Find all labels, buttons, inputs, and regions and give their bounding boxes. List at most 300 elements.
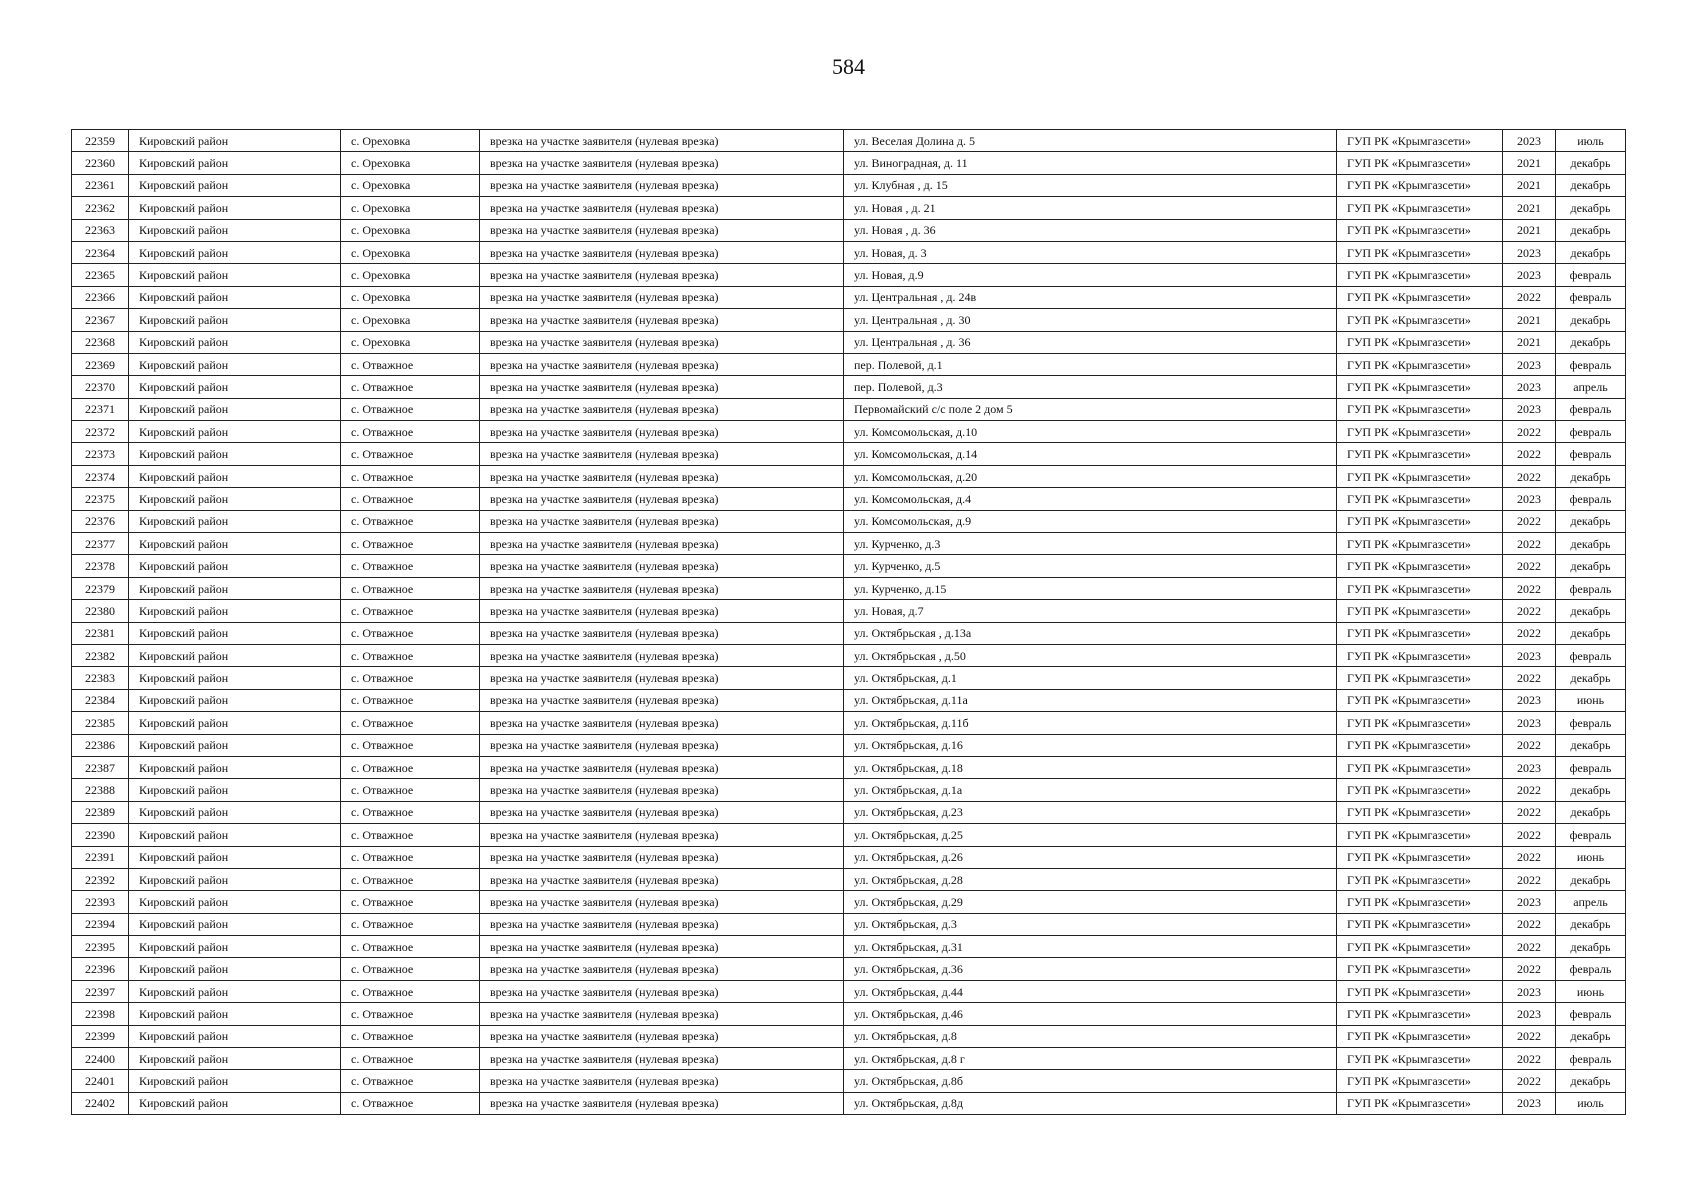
cell-district: Кировский район — [129, 779, 341, 801]
cell-number: 22361 — [72, 174, 129, 196]
cell-village: с. Отважное — [341, 533, 480, 555]
cell-address: пер. Полевой, д.1 — [844, 353, 1337, 375]
cell-address: ул. Комсомольская, д.10 — [844, 421, 1337, 443]
cell-month: декабрь — [1556, 734, 1626, 756]
cell-organization: ГУП РК «Крымгазсети» — [1337, 824, 1503, 846]
table-row — [72, 331, 1626, 353]
table-body — [72, 130, 1626, 1115]
cell-district: Кировский район — [129, 689, 341, 711]
table-row — [72, 1092, 1626, 1114]
cell-organization: ГУП РК «Крымгазсети» — [1337, 868, 1503, 890]
cell-organization: ГУП РК «Крымгазсети» — [1337, 1070, 1503, 1092]
cell-month: декабрь — [1556, 174, 1626, 196]
cell-month: декабрь — [1556, 667, 1626, 689]
cell-village: с. Отважное — [341, 443, 480, 465]
table-row — [72, 756, 1626, 778]
cell-number: 22384 — [72, 689, 129, 711]
cell-village: с. Ореховка — [341, 152, 480, 174]
table-row — [72, 465, 1626, 487]
table-row — [72, 846, 1626, 868]
cell-organization: ГУП РК «Крымгазсети» — [1337, 644, 1503, 666]
cell-year: 2022 — [1503, 555, 1556, 577]
cell-month: февраль — [1556, 353, 1626, 375]
cell-number: 22369 — [72, 353, 129, 375]
cell-month: февраль — [1556, 286, 1626, 308]
cell-address: ул. Октябрьская, д.31 — [844, 936, 1337, 958]
cell-number: 22363 — [72, 219, 129, 241]
cell-work-type: врезка на участке заявителя (нулевая врезка) — [480, 846, 844, 868]
table-row — [72, 376, 1626, 398]
cell-year: 2022 — [1503, 1048, 1556, 1070]
cell-address: ул. Октябрьская, д.23 — [844, 801, 1337, 823]
table-row — [72, 667, 1626, 689]
cell-district: Кировский район — [129, 756, 341, 778]
cell-month: июнь — [1556, 846, 1626, 868]
cell-year: 2021 — [1503, 331, 1556, 353]
cell-district: Кировский район — [129, 600, 341, 622]
cell-village: с. Ореховка — [341, 241, 480, 263]
cell-year: 2021 — [1503, 219, 1556, 241]
cell-year: 2021 — [1503, 152, 1556, 174]
table-row — [72, 689, 1626, 711]
cell-village: с. Отважное — [341, 936, 480, 958]
cell-organization: ГУП РК «Крымгазсети» — [1337, 286, 1503, 308]
cell-address: ул. Октябрьская, д.26 — [844, 846, 1337, 868]
cell-district: Кировский район — [129, 555, 341, 577]
cell-year: 2022 — [1503, 913, 1556, 935]
cell-year: 2023 — [1503, 130, 1556, 152]
cell-organization: ГУП РК «Крымгазсети» — [1337, 353, 1503, 375]
cell-address: ул. Курченко, д.5 — [844, 555, 1337, 577]
cell-number: 22388 — [72, 779, 129, 801]
cell-district: Кировский район — [129, 801, 341, 823]
cell-year: 2022 — [1503, 622, 1556, 644]
cell-work-type: врезка на участке заявителя (нулевая врезка) — [480, 130, 844, 152]
cell-number: 22362 — [72, 197, 129, 219]
cell-month: апрель — [1556, 376, 1626, 398]
cell-district: Кировский район — [129, 734, 341, 756]
cell-number: 22402 — [72, 1092, 129, 1114]
cell-village: с. Отважное — [341, 376, 480, 398]
cell-year: 2022 — [1503, 734, 1556, 756]
cell-number: 22372 — [72, 421, 129, 443]
cell-number: 22383 — [72, 667, 129, 689]
cell-address: ул. Октябрьская, д.18 — [844, 756, 1337, 778]
cell-work-type: врезка на участке заявителя (нулевая врезка) — [480, 980, 844, 1002]
cell-year: 2022 — [1503, 533, 1556, 555]
cell-organization: ГУП РК «Крымгазсети» — [1337, 1003, 1503, 1025]
cell-year: 2022 — [1503, 958, 1556, 980]
table-row — [72, 936, 1626, 958]
cell-address: ул. Октябрьская, д.8 — [844, 1025, 1337, 1047]
cell-organization: ГУП РК «Крымгазсети» — [1337, 421, 1503, 443]
cell-address: Первомайский с/с поле 2 дом 5 — [844, 398, 1337, 420]
cell-village: с. Ореховка — [341, 309, 480, 331]
cell-work-type: врезка на участке заявителя (нулевая врезка) — [480, 331, 844, 353]
cell-number: 22382 — [72, 644, 129, 666]
cell-organization: ГУП РК «Крымгазсети» — [1337, 712, 1503, 734]
cell-number: 22399 — [72, 1025, 129, 1047]
cell-month: декабрь — [1556, 868, 1626, 890]
cell-month: декабрь — [1556, 197, 1626, 219]
cell-year: 2022 — [1503, 824, 1556, 846]
cell-month: декабрь — [1556, 801, 1626, 823]
table-row — [72, 264, 1626, 286]
cell-organization: ГУП РК «Крымгазсети» — [1337, 600, 1503, 622]
cell-year: 2021 — [1503, 174, 1556, 196]
cell-district: Кировский район — [129, 130, 341, 152]
cell-number: 22390 — [72, 824, 129, 846]
cell-district: Кировский район — [129, 510, 341, 532]
cell-year: 2023 — [1503, 1092, 1556, 1114]
table-row — [72, 1025, 1626, 1047]
table-row — [72, 980, 1626, 1002]
cell-village: с. Отважное — [341, 353, 480, 375]
cell-number: 22371 — [72, 398, 129, 420]
cell-number: 22389 — [72, 801, 129, 823]
cell-village: с. Отважное — [341, 958, 480, 980]
cell-work-type: врезка на участке заявителя (нулевая врезка) — [480, 936, 844, 958]
cell-district: Кировский район — [129, 1092, 341, 1114]
table-row — [72, 421, 1626, 443]
cell-village: с. Отважное — [341, 622, 480, 644]
cell-village: с. Отважное — [341, 398, 480, 420]
table-row — [72, 488, 1626, 510]
cell-address: ул. Комсомольская, д.9 — [844, 510, 1337, 532]
cell-address: ул. Октябрьская, д.1а — [844, 779, 1337, 801]
cell-number: 22367 — [72, 309, 129, 331]
cell-address: ул. Курченко, д.3 — [844, 533, 1337, 555]
cell-village: с. Отважное — [341, 846, 480, 868]
cell-year: 2022 — [1503, 465, 1556, 487]
table-row — [72, 555, 1626, 577]
cell-month: декабрь — [1556, 309, 1626, 331]
cell-address: ул. Новая, д. 3 — [844, 241, 1337, 263]
table-row — [72, 779, 1626, 801]
cell-month: февраль — [1556, 756, 1626, 778]
cell-district: Кировский район — [129, 174, 341, 196]
cell-organization: ГУП РК «Крымгазсети» — [1337, 891, 1503, 913]
cell-month: декабрь — [1556, 219, 1626, 241]
gasification-table — [71, 129, 1626, 1115]
table-row — [72, 622, 1626, 644]
cell-village: с. Ореховка — [341, 174, 480, 196]
cell-number: 22368 — [72, 331, 129, 353]
cell-number: 22376 — [72, 510, 129, 532]
cell-village: с. Отважное — [341, 1048, 480, 1070]
cell-month: июль — [1556, 130, 1626, 152]
cell-district: Кировский район — [129, 488, 341, 510]
cell-month: февраль — [1556, 712, 1626, 734]
table-row — [72, 241, 1626, 263]
cell-work-type: врезка на участке заявителя (нулевая врезка) — [480, 801, 844, 823]
cell-year: 2022 — [1503, 868, 1556, 890]
table-row — [72, 353, 1626, 375]
cell-organization: ГУП РК «Крымгазсети» — [1337, 846, 1503, 868]
cell-month: декабрь — [1556, 510, 1626, 532]
cell-month: декабрь — [1556, 241, 1626, 263]
cell-work-type: врезка на участке заявителя (нулевая врезка) — [480, 533, 844, 555]
cell-district: Кировский район — [129, 644, 341, 666]
cell-district: Кировский район — [129, 219, 341, 241]
cell-work-type: врезка на участке заявителя (нулевая врезка) — [480, 622, 844, 644]
cell-organization: ГУП РК «Крымгазсети» — [1337, 533, 1503, 555]
cell-district: Кировский район — [129, 1048, 341, 1070]
table-row — [72, 600, 1626, 622]
cell-district: Кировский район — [129, 331, 341, 353]
cell-organization: ГУП РК «Крымгазсети» — [1337, 577, 1503, 599]
cell-number: 22364 — [72, 241, 129, 263]
table-row — [72, 510, 1626, 532]
cell-number: 22385 — [72, 712, 129, 734]
cell-year: 2023 — [1503, 712, 1556, 734]
cell-month: февраль — [1556, 644, 1626, 666]
cell-work-type: врезка на участке заявителя (нулевая врезка) — [480, 913, 844, 935]
cell-work-type: врезка на участке заявителя (нулевая врезка) — [480, 1092, 844, 1114]
cell-work-type: врезка на участке заявителя (нулевая врезка) — [480, 488, 844, 510]
table-row — [72, 644, 1626, 666]
cell-number: 22393 — [72, 891, 129, 913]
cell-number: 22396 — [72, 958, 129, 980]
cell-number: 22360 — [72, 152, 129, 174]
cell-organization: ГУП РК «Крымгазсети» — [1337, 130, 1503, 152]
cell-number: 22366 — [72, 286, 129, 308]
cell-month: декабрь — [1556, 533, 1626, 555]
cell-village: с. Ореховка — [341, 197, 480, 219]
cell-district: Кировский район — [129, 667, 341, 689]
cell-year: 2022 — [1503, 667, 1556, 689]
cell-district: Кировский район — [129, 398, 341, 420]
cell-village: с. Отважное — [341, 488, 480, 510]
cell-month: декабрь — [1556, 1070, 1626, 1092]
cell-address: ул. Виноградная, д. 11 — [844, 152, 1337, 174]
cell-number: 22395 — [72, 936, 129, 958]
cell-village: с. Отважное — [341, 510, 480, 532]
cell-year: 2022 — [1503, 286, 1556, 308]
cell-work-type: врезка на участке заявителя (нулевая врезка) — [480, 1025, 844, 1047]
cell-number: 22380 — [72, 600, 129, 622]
cell-village: с. Ореховка — [341, 264, 480, 286]
cell-district: Кировский район — [129, 980, 341, 1002]
table-row — [72, 1003, 1626, 1025]
cell-year: 2023 — [1503, 644, 1556, 666]
cell-work-type: врезка на участке заявителя (нулевая врезка) — [480, 309, 844, 331]
table-row — [72, 286, 1626, 308]
cell-work-type: врезка на участке заявителя (нулевая врезка) — [480, 644, 844, 666]
cell-village: с. Отважное — [341, 600, 480, 622]
cell-month: июль — [1556, 1092, 1626, 1114]
cell-year: 2022 — [1503, 600, 1556, 622]
cell-organization: ГУП РК «Крымгазсети» — [1337, 219, 1503, 241]
table-row — [72, 712, 1626, 734]
cell-organization: ГУП РК «Крымгазсети» — [1337, 936, 1503, 958]
cell-year: 2022 — [1503, 1025, 1556, 1047]
cell-work-type: врезка на участке заявителя (нулевая врезка) — [480, 443, 844, 465]
cell-village: с. Отважное — [341, 644, 480, 666]
table-row — [72, 958, 1626, 980]
table-row — [72, 533, 1626, 555]
cell-organization: ГУП РК «Крымгазсети» — [1337, 264, 1503, 286]
cell-work-type: врезка на участке заявителя (нулевая врезка) — [480, 219, 844, 241]
cell-district: Кировский район — [129, 1025, 341, 1047]
cell-work-type: врезка на участке заявителя (нулевая врезка) — [480, 465, 844, 487]
cell-year: 2023 — [1503, 488, 1556, 510]
cell-number: 22370 — [72, 376, 129, 398]
cell-village: с. Отважное — [341, 801, 480, 823]
table-row — [72, 174, 1626, 196]
cell-organization: ГУП РК «Крымгазсети» — [1337, 443, 1503, 465]
cell-year: 2023 — [1503, 756, 1556, 778]
cell-village: с. Отважное — [341, 756, 480, 778]
cell-district: Кировский район — [129, 309, 341, 331]
cell-district: Кировский район — [129, 936, 341, 958]
cell-number: 22379 — [72, 577, 129, 599]
table-row — [72, 824, 1626, 846]
cell-number: 22375 — [72, 488, 129, 510]
cell-work-type: врезка на участке заявителя (нулевая врезка) — [480, 667, 844, 689]
cell-work-type: врезка на участке заявителя (нулевая врезка) — [480, 421, 844, 443]
table-row — [72, 1070, 1626, 1092]
cell-year: 2021 — [1503, 197, 1556, 219]
cell-work-type: врезка на участке заявителя (нулевая врезка) — [480, 824, 844, 846]
cell-address: пер. Полевой, д.3 — [844, 376, 1337, 398]
cell-district: Кировский район — [129, 465, 341, 487]
cell-address: ул. Центральная , д. 30 — [844, 309, 1337, 331]
cell-month: декабрь — [1556, 913, 1626, 935]
cell-address: ул. Новая , д. 21 — [844, 197, 1337, 219]
table-row — [72, 868, 1626, 890]
cell-work-type: врезка на участке заявителя (нулевая врезка) — [480, 600, 844, 622]
cell-number: 22392 — [72, 868, 129, 890]
cell-village: с. Отважное — [341, 421, 480, 443]
table-row — [72, 913, 1626, 935]
cell-district: Кировский район — [129, 197, 341, 219]
table-row — [72, 801, 1626, 823]
cell-year: 2022 — [1503, 577, 1556, 599]
cell-month: апрель — [1556, 891, 1626, 913]
table-row — [72, 734, 1626, 756]
cell-address: ул. Веселая Долина д. 5 — [844, 130, 1337, 152]
table-row — [72, 130, 1626, 152]
cell-address: ул. Октябрьская, д.11а — [844, 689, 1337, 711]
cell-organization: ГУП РК «Крымгазсети» — [1337, 331, 1503, 353]
cell-work-type: врезка на участке заявителя (нулевая врезка) — [480, 286, 844, 308]
cell-year: 2022 — [1503, 510, 1556, 532]
cell-organization: ГУП РК «Крымгазсети» — [1337, 510, 1503, 532]
cell-year: 2023 — [1503, 264, 1556, 286]
table-row — [72, 152, 1626, 174]
cell-organization: ГУП РК «Крымгазсети» — [1337, 555, 1503, 577]
cell-work-type: врезка на участке заявителя (нулевая врезка) — [480, 174, 844, 196]
cell-organization: ГУП РК «Крымгазсети» — [1337, 913, 1503, 935]
cell-number: 22381 — [72, 622, 129, 644]
cell-village: с. Отважное — [341, 1092, 480, 1114]
cell-work-type: врезка на участке заявителя (нулевая врезка) — [480, 398, 844, 420]
cell-year: 2022 — [1503, 779, 1556, 801]
cell-work-type: врезка на участке заявителя (нулевая врезка) — [480, 197, 844, 219]
cell-work-type: врезка на участке заявителя (нулевая врезка) — [480, 1070, 844, 1092]
cell-year: 2023 — [1503, 1003, 1556, 1025]
cell-month: декабрь — [1556, 622, 1626, 644]
cell-address: ул. Октябрьская, д.8д — [844, 1092, 1337, 1114]
cell-address: ул. Комсомольская, д.14 — [844, 443, 1337, 465]
cell-work-type: врезка на участке заявителя (нулевая врезка) — [480, 689, 844, 711]
cell-district: Кировский район — [129, 712, 341, 734]
cell-address: ул. Комсомольская, д.4 — [844, 488, 1337, 510]
cell-month: февраль — [1556, 398, 1626, 420]
cell-work-type: врезка на участке заявителя (нулевая врезка) — [480, 958, 844, 980]
cell-work-type: врезка на участке заявителя (нулевая врезка) — [480, 241, 844, 263]
cell-number: 22373 — [72, 443, 129, 465]
cell-district: Кировский район — [129, 868, 341, 890]
cell-village: с. Отважное — [341, 689, 480, 711]
cell-month: декабрь — [1556, 779, 1626, 801]
cell-work-type: врезка на участке заявителя (нулевая врезка) — [480, 264, 844, 286]
cell-address: ул. Октябрьская, д.11б — [844, 712, 1337, 734]
cell-district: Кировский район — [129, 622, 341, 644]
cell-number: 22401 — [72, 1070, 129, 1092]
cell-village: с. Ореховка — [341, 130, 480, 152]
cell-work-type: врезка на участке заявителя (нулевая врезка) — [480, 1048, 844, 1070]
cell-organization: ГУП РК «Крымгазсети» — [1337, 241, 1503, 263]
cell-organization: ГУП РК «Крымгазсети» — [1337, 779, 1503, 801]
cell-village: с. Отважное — [341, 779, 480, 801]
cell-organization: ГУП РК «Крымгазсети» — [1337, 667, 1503, 689]
cell-organization: ГУП РК «Крымгазсети» — [1337, 689, 1503, 711]
cell-village: с. Отважное — [341, 1025, 480, 1047]
cell-district: Кировский район — [129, 421, 341, 443]
cell-village: с. Отважное — [341, 577, 480, 599]
cell-organization: ГУП РК «Крымгазсети» — [1337, 980, 1503, 1002]
cell-year: 2022 — [1503, 421, 1556, 443]
cell-village: с. Отважное — [341, 734, 480, 756]
cell-organization: ГУП РК «Крымгазсети» — [1337, 174, 1503, 196]
cell-address: ул. Октябрьская, д.1 — [844, 667, 1337, 689]
cell-organization: ГУП РК «Крымгазсети» — [1337, 197, 1503, 219]
cell-year: 2022 — [1503, 846, 1556, 868]
cell-work-type: врезка на участке заявителя (нулевая врезка) — [480, 152, 844, 174]
cell-work-type: врезка на участке заявителя (нулевая врезка) — [480, 868, 844, 890]
page-number: 584 — [832, 54, 865, 79]
table-row — [72, 577, 1626, 599]
cell-number: 22378 — [72, 555, 129, 577]
table-row — [72, 891, 1626, 913]
cell-address: ул. Октябрьская , д.50 — [844, 644, 1337, 666]
cell-work-type: врезка на участке заявителя (нулевая врезка) — [480, 555, 844, 577]
cell-address: ул. Новая , д. 36 — [844, 219, 1337, 241]
cell-district: Кировский район — [129, 1070, 341, 1092]
table-row — [72, 1048, 1626, 1070]
cell-year: 2023 — [1503, 980, 1556, 1002]
cell-address: ул. Октябрьская , д.13а — [844, 622, 1337, 644]
cell-number: 22359 — [72, 130, 129, 152]
cell-work-type: врезка на участке заявителя (нулевая врезка) — [480, 756, 844, 778]
cell-organization: ГУП РК «Крымгазсети» — [1337, 465, 1503, 487]
cell-month: февраль — [1556, 264, 1626, 286]
cell-address: ул. Октябрьская, д.8б — [844, 1070, 1337, 1092]
cell-village: с. Отважное — [341, 913, 480, 935]
cell-work-type: врезка на участке заявителя (нулевая врезка) — [480, 577, 844, 599]
cell-work-type: врезка на участке заявителя (нулевая врезка) — [480, 712, 844, 734]
cell-work-type: врезка на участке заявителя (нулевая врезка) — [480, 353, 844, 375]
cell-month: февраль — [1556, 824, 1626, 846]
cell-organization: ГУП РК «Крымгазсети» — [1337, 958, 1503, 980]
table-row — [72, 443, 1626, 465]
table-row — [72, 398, 1626, 420]
cell-organization: ГУП РК «Крымгазсети» — [1337, 398, 1503, 420]
cell-work-type: врезка на участке заявителя (нулевая врезка) — [480, 510, 844, 532]
cell-address: ул. Октябрьская, д.36 — [844, 958, 1337, 980]
